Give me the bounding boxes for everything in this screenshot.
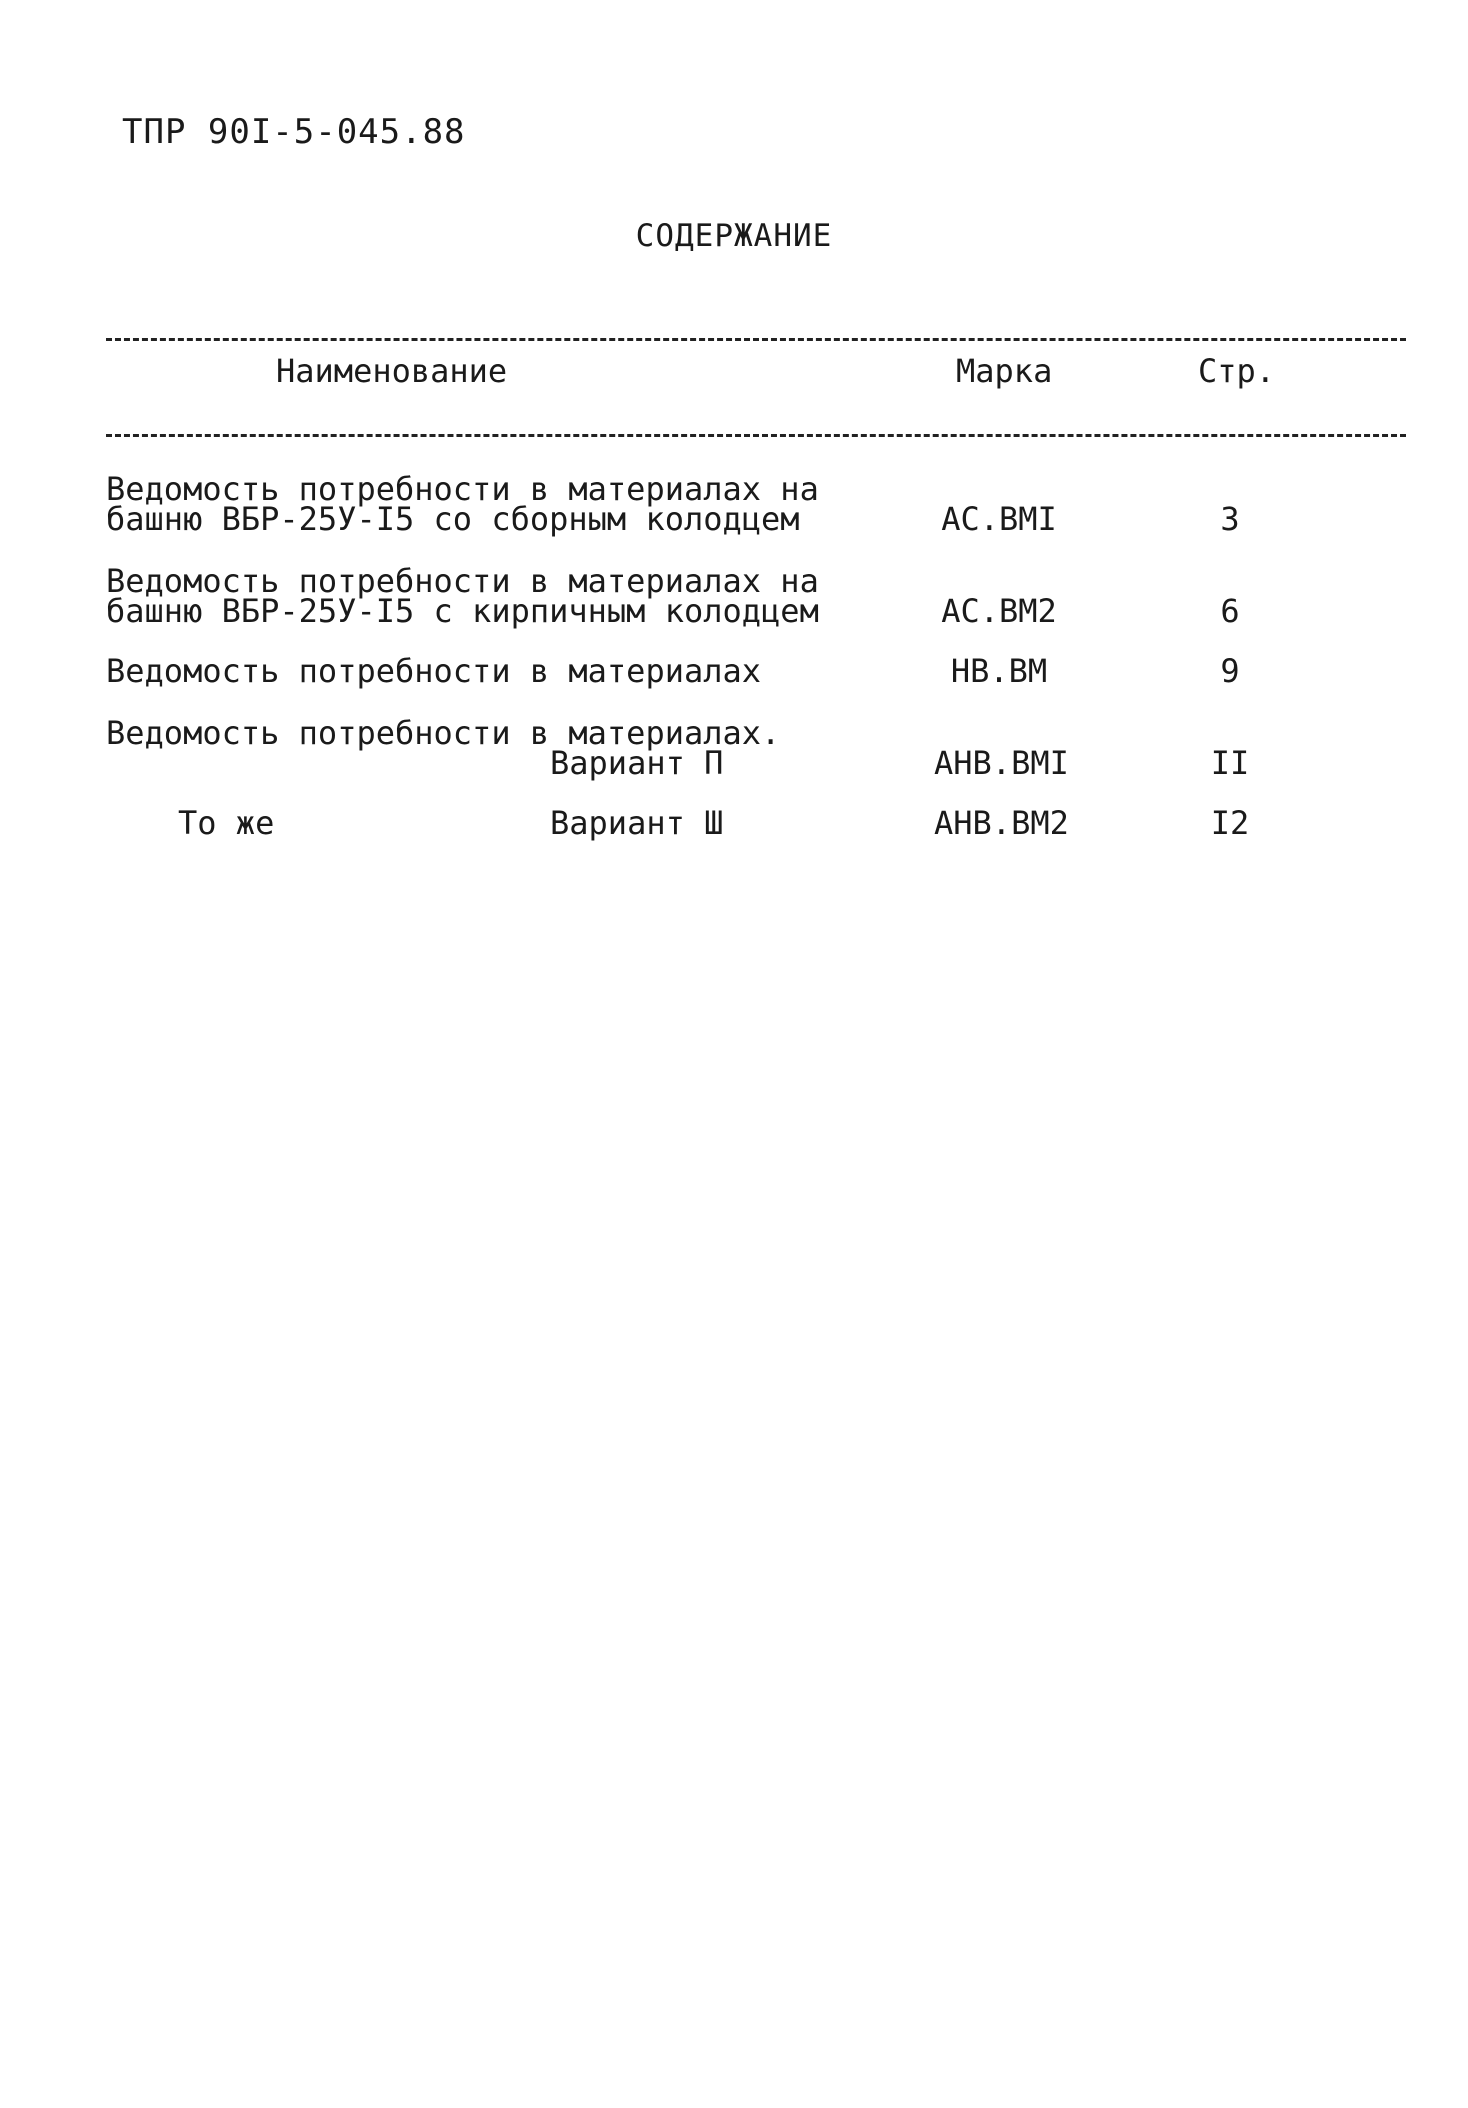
row-mark: АНВ.ВМ2 bbox=[934, 804, 1069, 842]
row-page: II bbox=[1210, 744, 1250, 782]
row-mark: НВ.ВМ bbox=[950, 652, 1048, 690]
row-mark: АНВ.ВМI bbox=[934, 744, 1069, 782]
row-mark: АС.ВМI bbox=[941, 500, 1057, 538]
header-name: Наименование bbox=[276, 352, 508, 390]
table-top-divider bbox=[106, 338, 1406, 341]
row-name-line2: башню ВБР-25У-I5 со сборным колодцем bbox=[106, 500, 800, 538]
row-page: 3 bbox=[1220, 500, 1240, 538]
row-name-line2: башню ВБР-25У-I5 с кирпичным колодцем bbox=[106, 592, 819, 630]
row-name-line1: Ведомость потребности в материалах. bbox=[106, 714, 781, 752]
document-title: СОДЕРЖАНИЕ bbox=[635, 218, 833, 254]
row-variant: Вариант Ш bbox=[550, 804, 724, 842]
row-name-line1: Ведомость потребности в материалах на bbox=[106, 562, 819, 600]
row-mark: АС.ВМ2 bbox=[941, 592, 1057, 630]
document-code: ТПР 90I-5-045.88 bbox=[122, 112, 466, 152]
table-header-divider bbox=[106, 434, 1406, 437]
row-name-line1: Ведомость потребности в материалах на bbox=[106, 470, 819, 508]
row-page: I2 bbox=[1210, 804, 1250, 842]
header-page: Стр. bbox=[1198, 352, 1276, 390]
row-variant: Вариант П bbox=[550, 744, 724, 782]
header-mark: Марка bbox=[956, 352, 1053, 390]
row-page: 9 bbox=[1220, 652, 1240, 690]
row-name-line1: Ведомость потребности в материалах bbox=[106, 652, 762, 690]
row-page: 6 bbox=[1220, 592, 1240, 630]
row-name-line1: То же bbox=[178, 804, 275, 842]
